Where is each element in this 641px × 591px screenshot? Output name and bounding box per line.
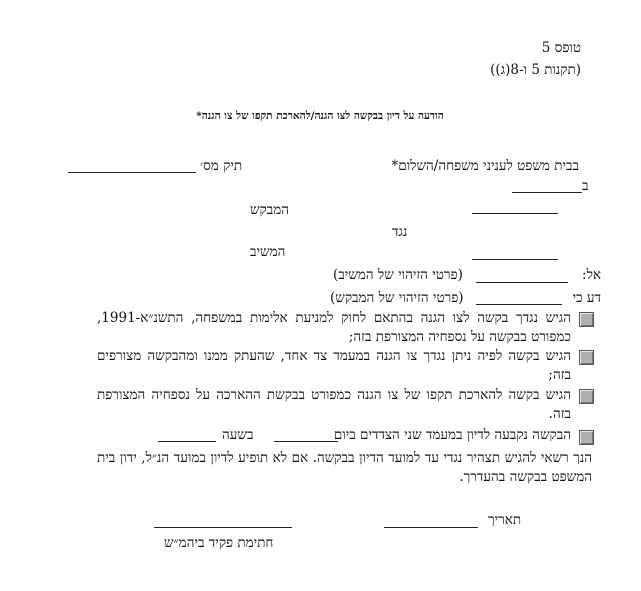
court-line: בבית משפט לעניני משפחה/השלום* [391, 158, 579, 174]
applicant-label: המבקש [250, 202, 290, 218]
hearing-date-line[interactable] [274, 441, 338, 442]
case-number-label: תיק מס׳ [200, 158, 243, 174]
item-1-checkbox[interactable] [579, 312, 594, 327]
versus-label: נגד [392, 224, 408, 240]
hearing-hour-line[interactable] [158, 441, 216, 442]
to-label: אל: [582, 267, 601, 283]
applicant-line[interactable] [472, 213, 558, 214]
respondent-label: המשיב [250, 244, 286, 260]
court-prefix: ב [582, 178, 589, 194]
hearing-text: הבקשה נקבעה לדיון במעמד שני הצדדים ביום [333, 427, 571, 443]
form-number: טופס 5 [541, 40, 581, 56]
date-line[interactable] [384, 527, 478, 528]
know-line[interactable] [476, 304, 562, 305]
applicant-details-label: (פרטי הזיהוי של המבקש) [330, 290, 464, 306]
item-3-checkbox[interactable] [579, 389, 594, 404]
know-label: דע כי [572, 290, 601, 306]
respondent-details-label: (פרטי הזיהוי של המשיב) [333, 267, 463, 283]
item-4-checkbox[interactable] [579, 430, 594, 445]
to-line[interactable] [476, 282, 568, 283]
item-3-text: הגיש בקשה להארכת תקפו של צו הגנה כמפורט בבקשת ההארכה על נספחיה המצורפת בזה. [97, 387, 571, 422]
item-1-text: הגיש נגדך בקשה לצו הגנה בהתאם לחוק למניעת אלימות במשפחה, התשנ״א-1991, כמפורט בבקשה על נספחיה המצורפת בזה; [97, 310, 571, 345]
signature-line[interactable] [154, 527, 292, 528]
respondent-line[interactable] [472, 259, 558, 260]
court-name-line[interactable] [512, 192, 582, 193]
date-label: תאריך [488, 512, 522, 528]
item-2-text: הגיש בקשה לפיה ניתן נגדך צו הגנה במעמד צד אחד, שהעתק ממנו ומהבקשה מצורפים בזה; [97, 348, 571, 383]
item-2-checkbox[interactable] [579, 350, 594, 365]
regulations-reference: (תקנות 5 ו-8(ג)) [490, 62, 581, 78]
document-title: הודעה על דיון בבקשה לצו הגנה/להארכת תקפו של צו הגנה* [196, 110, 444, 122]
case-number-line[interactable] [68, 172, 196, 173]
notice-text: הנך רשאי להגיש תצהיר נגדי עד למועד הדיון בבקשה. אם לא תופיע לדיון במועד הנ״ל, ידון בית המשפט בבקשה בהעדרך. [97, 450, 592, 485]
hearing-hour-label: בשעה [222, 427, 254, 443]
signature-label: חתימת פקיד ביהמ״ש [164, 535, 274, 551]
